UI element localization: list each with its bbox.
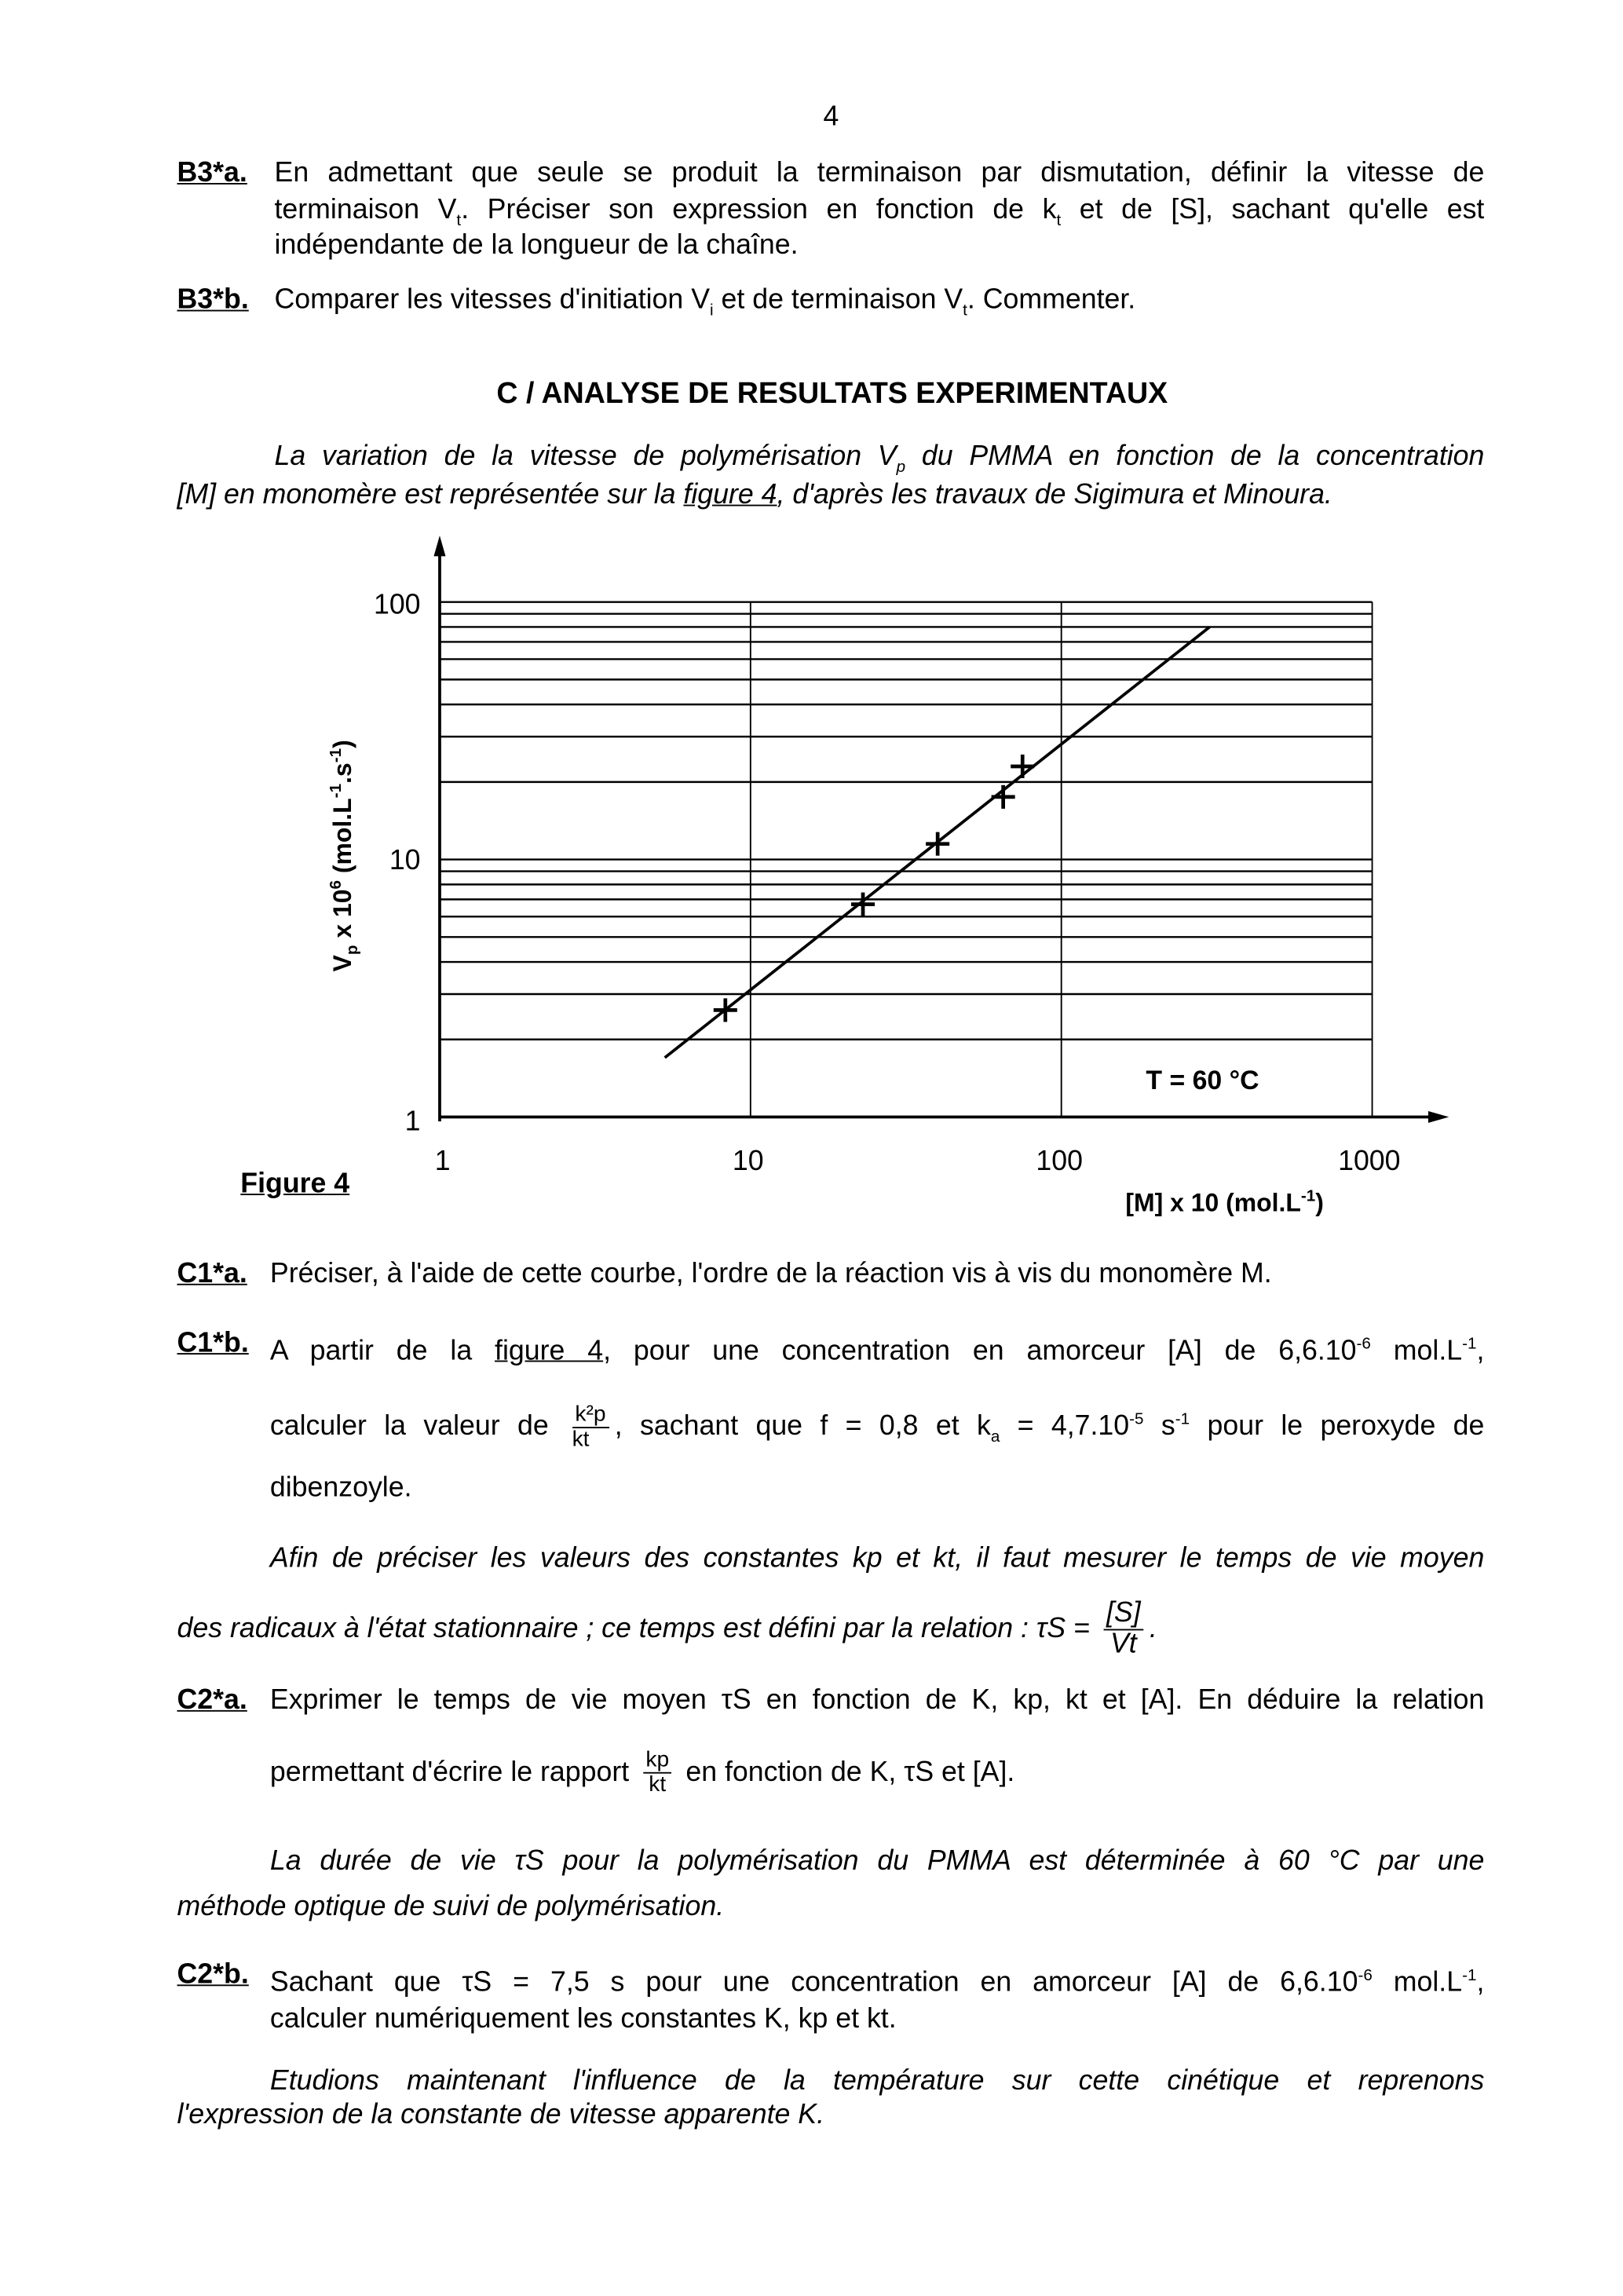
c2b-line-2: calculer numériquement les constantes K, kp et kt. [269, 2003, 897, 2035]
y-tick-label: 10 [389, 843, 421, 876]
b3b-text: Comparer les vitesses d'initiation $V_i$ et de terminaison $V_t$. Commenter. [274, 284, 1136, 320]
data-point [992, 785, 1015, 809]
x-axis-title: [M] x 10 $(mol.L^{-1})$ [1125, 1186, 1324, 1217]
para2-line-2: des radicaux à l'état stationnaire ; ce temps est défini par la relation : τS = $\frac{[S]}{Vt}$ . [177, 1598, 1157, 1660]
question-label-b3a: B3*a. [177, 158, 247, 189]
para2-line-1: Afin de préciser les valeurs des constantes kp et kt, il faut mesurer le temps de vie moyen [269, 1543, 1485, 1574]
question-label-c2a: C2*a. [177, 1684, 247, 1717]
y-tick-label: 1 [404, 1105, 421, 1137]
question-label-b3b: B3*b. [177, 284, 249, 316]
question-label-c1b: C1*b. [177, 1328, 249, 1359]
c1b-line-2: calculer la valeur de $\frac{\text{k²p}}{kt}$ , sachant que f = 0,8 et $k_a = 4,7.10^{-5}$ $s^{-1}$ pour le peroxyde de [269, 1401, 1485, 1452]
data-point [1011, 755, 1034, 778]
para4-line-1: Etudions maintenant l'influence de la température sur cette cinétique et reprenons [269, 2065, 1485, 2097]
b3a-line-2: terminaison $V_t$. Préciser son expression en fonction de $k_t$ et de [S], sachant qu'elle est [274, 195, 1485, 230]
c2a-line-1: Exprimer le temps de vie moyen τS en fonction de K, kp, kt et [A]. En déduire la relation [269, 1684, 1485, 1717]
temperature-annotation: T = 60 °C [1146, 1065, 1259, 1095]
figure-4-link[interactable]: figure 4 [683, 479, 777, 511]
fraction-kp2-kt: $\frac{\text{k²p}}{kt}$ [572, 1403, 609, 1452]
section-heading: C / ANALYSE DE RESULTATS EXPERIMENTAUX [496, 378, 1168, 411]
question-label-c1a: C1*a. [177, 1258, 247, 1290]
intro-line-2: [M] en monomère est représentée sur la figure 4, d'après les travaux de Sigimura et Minoura. [177, 479, 1332, 511]
x-tick-label: 1000 [1338, 1145, 1401, 1177]
x-axis-arrow-icon [1428, 1111, 1449, 1123]
y-tick-label: 100 [373, 588, 421, 620]
para3-line-1: La durée de vie τS pour la polymérisation du PMMA est déterminée à 60 °C par une [269, 1845, 1485, 1877]
b3a-line-3: indépendante de la longueur de la chaîne. [274, 230, 799, 261]
c1a-text: Préciser, à l'aide de cette courbe, l'ordre de la réaction vis à vis du monomère M. [269, 1258, 1272, 1290]
y-axis-title: $V_p$ x $10^6$ $(mol.L^{-1}.s^{-1})$ [327, 740, 361, 972]
question-label-c2b: C2*b. [177, 1959, 249, 1991]
page-number: 4 [823, 101, 839, 133]
x-tick-label: 10 [732, 1145, 764, 1177]
c1b-line-3: dibenzoyle. [269, 1472, 412, 1504]
para4-line-2: l'expression de la constante de vitesse apparente K. [177, 2099, 825, 2131]
chart-marks [665, 627, 1210, 1057]
c2b-line-1: Sachant que τS = 7,5 s pour une concentration en amorceur [A] de $6,6.10^{-6}$ $mol.L^{-1}$, [269, 1966, 1485, 1998]
x-tick-label: 1 [434, 1145, 451, 1177]
x-tick-label: 100 [1036, 1145, 1083, 1177]
figure-4-link[interactable]: figure 4 [495, 1336, 604, 1367]
chart-grid [440, 602, 1373, 1117]
figure-caption: Figure 4 [240, 1168, 350, 1200]
intro-line-1: La variation de la vitesse de polymérisation $V_p$ du PMMA en fonction de la concentration [274, 441, 1485, 477]
y-axis-arrow-icon [433, 536, 445, 556]
c1b-line-1: A partir de la figure 4, pour une concentration en amorceur [A] de $6,6.10^{-6}$ $mol.L^{-1}$, [269, 1335, 1485, 1367]
b3a-line-1: En admettant que seule se produit la terminaison par dismutation, définir la vitesse de [274, 158, 1485, 189]
para3-line-2: méthode optique de suivi de polymérisation. [177, 1892, 725, 1923]
c2a-line-2: permettant d'écrire le rapport $\frac{kp}{kt}$ en fonction de K, τS et [A]. [269, 1747, 1015, 1798]
